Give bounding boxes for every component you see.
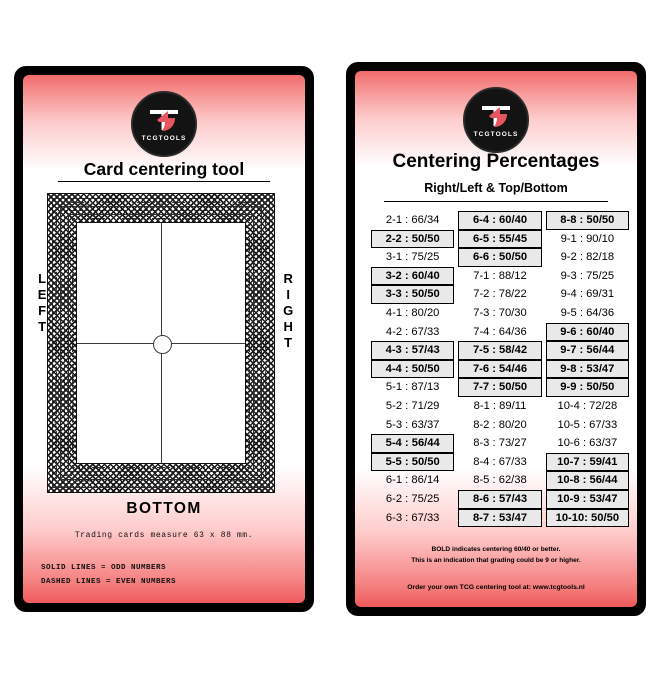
page-title-right: Centering Percentages bbox=[392, 151, 600, 172]
footer-order-link: Order your own TCG centering tool at: www.tcgtools.nl bbox=[407, 584, 585, 591]
percentage-cell: 9-4 : 69/31 bbox=[560, 288, 615, 301]
legend-dashed-lines: DASHED LINES = EVEN NUMBERS bbox=[41, 577, 177, 586]
card-inner-right bbox=[355, 71, 637, 607]
percentage-cell: 9-7 : 56/44 bbox=[546, 341, 629, 360]
percentage-cell: 3-1 : 75/25 bbox=[385, 251, 440, 264]
percentage-cell: 3-3 : 50/50 bbox=[371, 285, 454, 304]
percentage-cell: 10-5 : 67/33 bbox=[557, 418, 618, 431]
percentage-cell: 4-4 : 50/50 bbox=[371, 360, 454, 379]
tick-numbers-top-right: 10 8 6 4 2 bbox=[230, 203, 245, 207]
card-centering-percentages bbox=[346, 62, 646, 616]
tick-number-left-center: 1 bbox=[54, 340, 56, 345]
tick-numbers-left-bottom: 9 7 5 3 1 bbox=[53, 411, 57, 427]
tcg-logo-icon bbox=[148, 107, 180, 133]
tick-numbers-top-left: 2 4 6 8 10 bbox=[77, 203, 92, 207]
tick-numbers-right-bottom: 9 7 5 3 1 bbox=[265, 411, 269, 427]
percentage-cell: 10-8 : 56/44 bbox=[546, 471, 629, 490]
legend-solid-lines: SOLID LINES = ODD NUMBERS bbox=[41, 563, 167, 572]
percentage-cell: 6-2 : 75/25 bbox=[385, 492, 440, 505]
card-inner-left bbox=[23, 75, 305, 603]
percentage-cell: 8-4 : 67/33 bbox=[473, 455, 527, 468]
percentage-cell: 10-7 : 59/41 bbox=[546, 453, 629, 472]
percentage-cell: 9-3 : 75/25 bbox=[560, 269, 615, 282]
percentage-cell: 8-3 : 73/27 bbox=[473, 437, 527, 450]
percentage-cell: 7-7 : 50/50 bbox=[458, 378, 541, 397]
percentage-cell: 10-4 : 72/28 bbox=[557, 399, 618, 412]
percentage-cell: 8-7 : 53/47 bbox=[458, 509, 541, 528]
percentage-cell: 9-9 : 50/50 bbox=[546, 378, 629, 397]
tcgtools-logo-right bbox=[463, 87, 529, 153]
footnote-line-2: This is an indication that grading could be 9 or higher. bbox=[411, 557, 581, 565]
percentage-cell: 8-8 : 50/50 bbox=[546, 211, 629, 230]
percentage-cell: 7-2 : 78/22 bbox=[473, 288, 527, 301]
percentage-cell: 5-5 : 50/50 bbox=[371, 453, 454, 472]
percentage-cell: 9-1 : 90/10 bbox=[560, 232, 615, 245]
percentage-cell: 5-4 : 56/44 bbox=[371, 434, 454, 453]
percentage-cell: 4-3 : 57/43 bbox=[371, 341, 454, 360]
tick-numbers-bottom-right: 10 8 6 4 2 bbox=[230, 478, 245, 483]
card-content-left bbox=[23, 75, 305, 603]
tick-number-right-center: 1 bbox=[266, 340, 268, 345]
percentage-cell: 9-2 : 82/18 bbox=[560, 251, 615, 264]
percentage-cell: 7-6 : 54/46 bbox=[458, 360, 541, 379]
card-centering-tool bbox=[14, 66, 314, 612]
percentage-cell: 5-2 : 71/29 bbox=[385, 399, 440, 412]
percentage-cell: 6-4 : 60/40 bbox=[458, 211, 541, 230]
percentage-cell: 3-2 : 60/40 bbox=[371, 267, 454, 286]
label-right: RIGHT bbox=[280, 271, 296, 351]
percentage-cell: 8-6 : 57/43 bbox=[458, 490, 541, 509]
percentage-cell: 8-5 : 62/38 bbox=[473, 474, 527, 487]
measure-note: Trading cards measure 63 x 88 mm. bbox=[74, 531, 254, 540]
percentage-cell: 6-5 : 55/45 bbox=[458, 230, 541, 249]
percentage-cell: 2-1 : 66/34 bbox=[385, 214, 440, 226]
percentage-cell: 4-1 : 80/20 bbox=[385, 306, 440, 319]
percentage-cell: 8-1 : 89/11 bbox=[473, 399, 527, 412]
footnote bbox=[367, 544, 625, 567]
percentage-cell: 7-3 : 70/30 bbox=[473, 306, 527, 319]
card-content-right bbox=[355, 71, 637, 607]
percentage-cell: 10-10: 50/50 bbox=[546, 509, 629, 528]
percentage-cell: 8-2 : 80/20 bbox=[473, 418, 527, 431]
page-subtitle-right: Right/Left & Top/Bottom bbox=[424, 181, 568, 195]
tcg-logo-icon bbox=[480, 103, 512, 129]
percentage-cell: 10-9 : 53/47 bbox=[546, 490, 629, 509]
percentage-cell: 10-6 : 63/37 bbox=[557, 437, 618, 450]
tcgtools-logo bbox=[131, 91, 197, 157]
tick-numbers-bottom-left: 2 4 6 8 10 bbox=[77, 478, 92, 483]
percentage-cell: 5-3 : 63/37 bbox=[385, 418, 440, 431]
tick-number-top-center: 1 bbox=[160, 201, 162, 205]
title-divider-right bbox=[384, 201, 608, 202]
percentages-table bbox=[371, 211, 629, 527]
percentage-cell: 9-6 : 60/40 bbox=[546, 323, 629, 342]
label-left: LEFT bbox=[34, 271, 50, 335]
logo-wordmark: TCGTOOLS bbox=[141, 134, 187, 142]
logo-wordmark: TCGTOOLS bbox=[473, 130, 519, 138]
percentage-cell: 6-3 : 67/33 bbox=[385, 511, 440, 524]
percentage-cell: 6-1 : 86/14 bbox=[385, 474, 440, 487]
label-bottom: BOTTOM bbox=[126, 500, 202, 517]
page-title-left: Card centering tool bbox=[83, 159, 245, 179]
percentage-cell: 9-8 : 53/47 bbox=[546, 360, 629, 379]
percentage-cell: 6-6 : 50/50 bbox=[458, 248, 541, 267]
crosshair-center-circle bbox=[153, 335, 172, 354]
footnote-line-1: BOLD indicates centering 60/40 or better. bbox=[431, 545, 561, 553]
legend bbox=[41, 561, 176, 590]
percentage-cell: 4-2 : 67/33 bbox=[385, 325, 440, 338]
tick-number-bottom-center: 1 bbox=[160, 480, 162, 485]
percentage-cell: 5-1 : 87/13 bbox=[385, 381, 440, 394]
percentage-cell: 7-5 : 58/42 bbox=[458, 341, 541, 360]
percentage-cell: 2-2 : 50/50 bbox=[371, 230, 454, 249]
tick-numbers-right-top: 9 7 5 3 1 bbox=[265, 259, 269, 275]
percentage-cell: 7-4 : 64/36 bbox=[473, 325, 527, 338]
tick-numbers-left-top: 9 7 5 3 1 bbox=[53, 259, 57, 275]
percentage-cell: 9-5 : 64/36 bbox=[560, 306, 615, 319]
percentage-cell: 7-1 : 88/12 bbox=[473, 269, 527, 282]
title-divider-left bbox=[58, 181, 270, 182]
centering-gauge bbox=[47, 193, 275, 493]
